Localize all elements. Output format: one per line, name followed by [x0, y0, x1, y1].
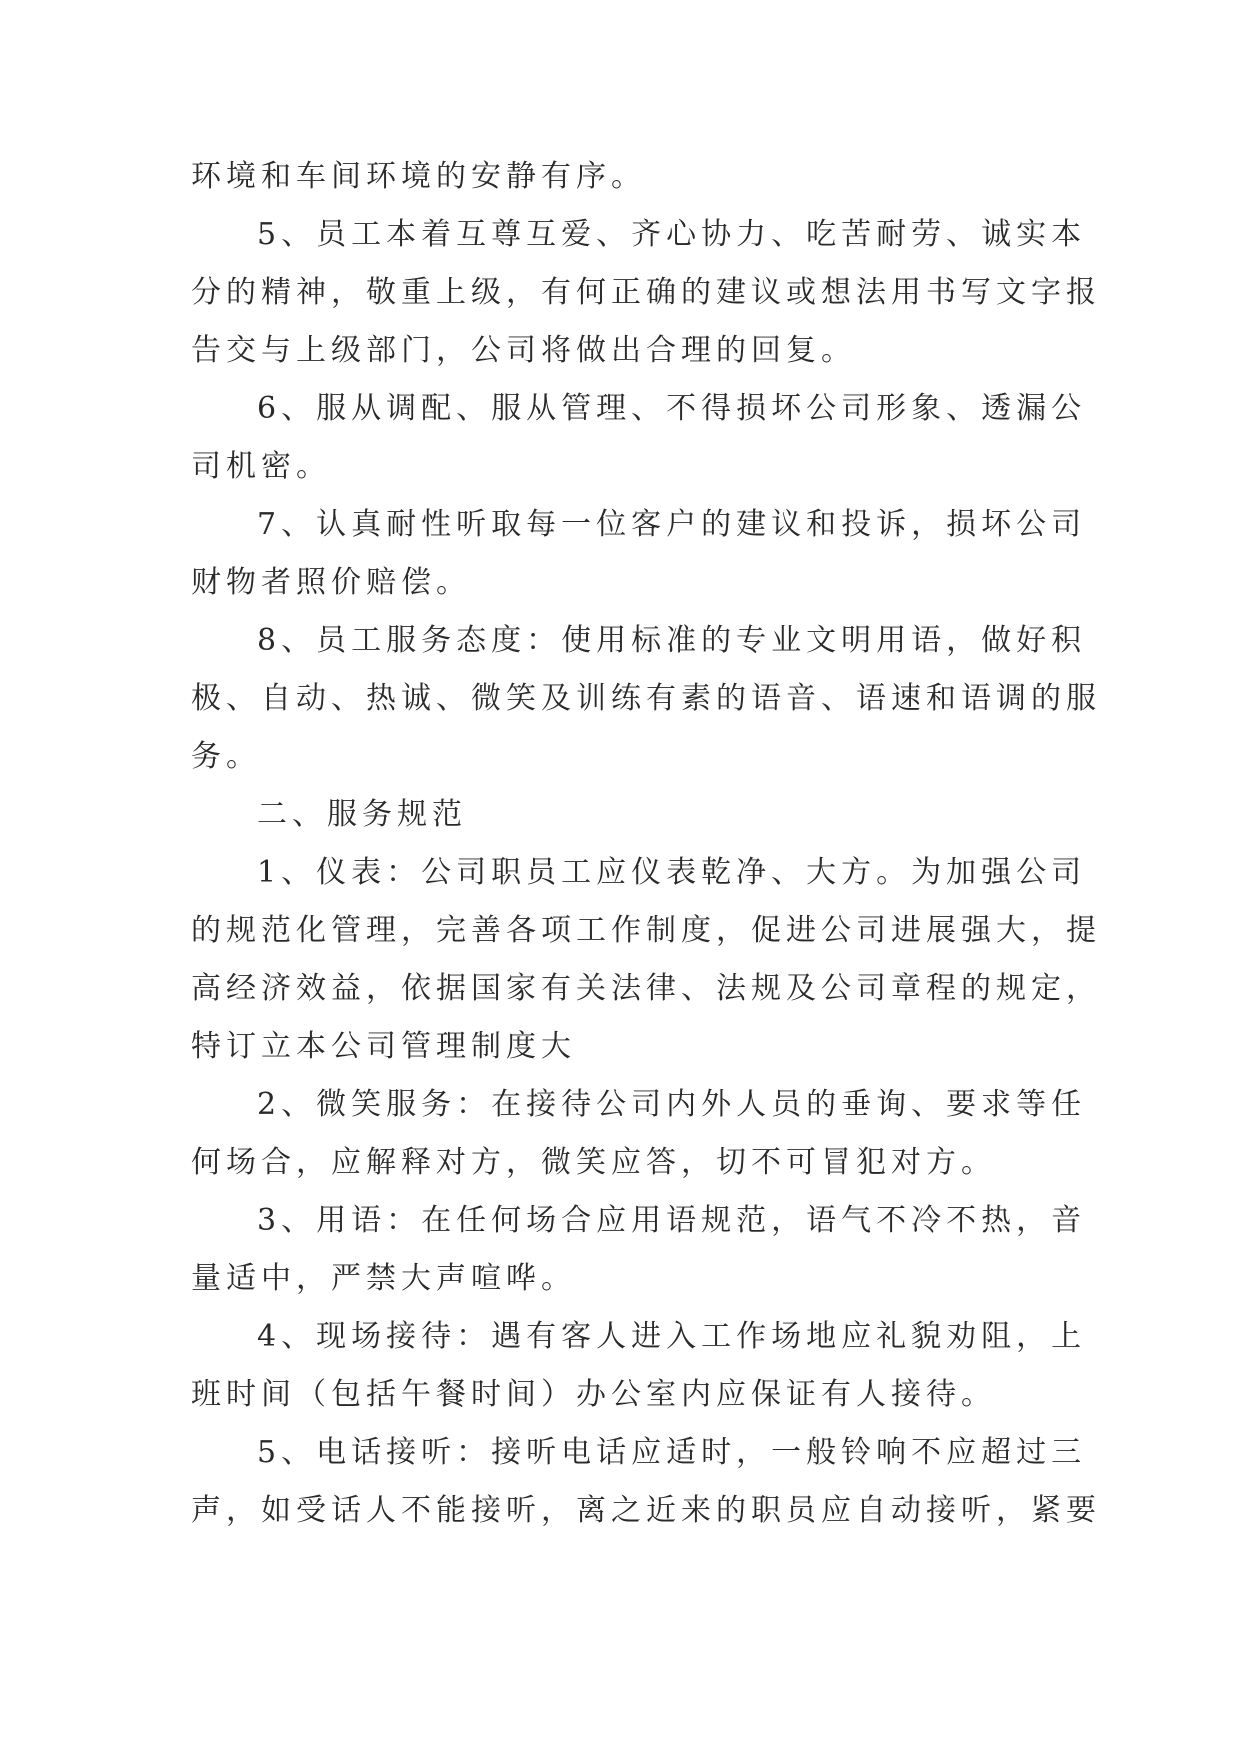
text-line: 何场合，应解释对方，微笑应答，切不可冒犯对方。	[191, 1145, 996, 1180]
text-line: 3、用语：在任何场合应用语规范，语气不冷不热，音	[257, 1203, 1087, 1238]
text-line: 务。	[191, 739, 261, 774]
text-line: 特订立本公司管理制度大	[191, 1029, 576, 1064]
text-line: 告交与上级部门，公司将做出合理的回复。	[191, 333, 856, 368]
text-line: 5、员工本着互尊互爱、齐心协力、吃苦耐劳、诚实本	[257, 217, 1087, 252]
text-line: 环境和车间环境的安静有序。	[191, 159, 646, 194]
text-line: 高经济效益，依据国家有关法律、法规及公司章程的规定，	[191, 971, 1101, 1006]
text-line: 分的精神，敬重上级，有何正确的建议或想法用书写文字报	[191, 275, 1101, 310]
text-line: 2、微笑服务：在接待公司内外人员的垂询、要求等任	[257, 1087, 1087, 1122]
document-body	[191, 148, 1101, 1540]
text-line: 班时间（包括午餐时间）办公室内应保证有人接待。	[191, 1377, 996, 1412]
text-line: 8、员工服务态度：使用标准的专业文明用语，做好积	[257, 623, 1087, 658]
text-line: 5、电话接听：接听电话应适时，一般铃响不应超过三	[257, 1435, 1087, 1470]
text-line: 声，如受话人不能接听，离之近来的职员应自动接听，紧要	[191, 1493, 1101, 1528]
text-line: 1、仪表：公司职员工应仪表乾净、大方。为加强公司	[257, 855, 1087, 890]
text-line: 极、自动、热诚、微笑及训练有素的语音、语速和语调的服	[191, 681, 1101, 716]
text-line: 司机密。	[191, 449, 331, 484]
text-line: 4、现场接待：遇有客人进入工作场地应礼貌劝阻，上	[257, 1319, 1087, 1354]
text-line: 7、认真耐性听取每一位客户的建议和投诉，损坏公司	[257, 507, 1087, 542]
text-line: 财物者照价赔偿。	[191, 565, 471, 600]
text-line: 6、服从调配、服从管理、不得损坏公司形象、透漏公	[257, 391, 1087, 426]
section-heading: 二、服务规范	[257, 797, 467, 832]
text-line: 的规范化管理，完善各项工作制度，促进公司进展强大，提	[191, 913, 1101, 948]
text-line: 量适中，严禁大声喧哗。	[191, 1261, 576, 1296]
